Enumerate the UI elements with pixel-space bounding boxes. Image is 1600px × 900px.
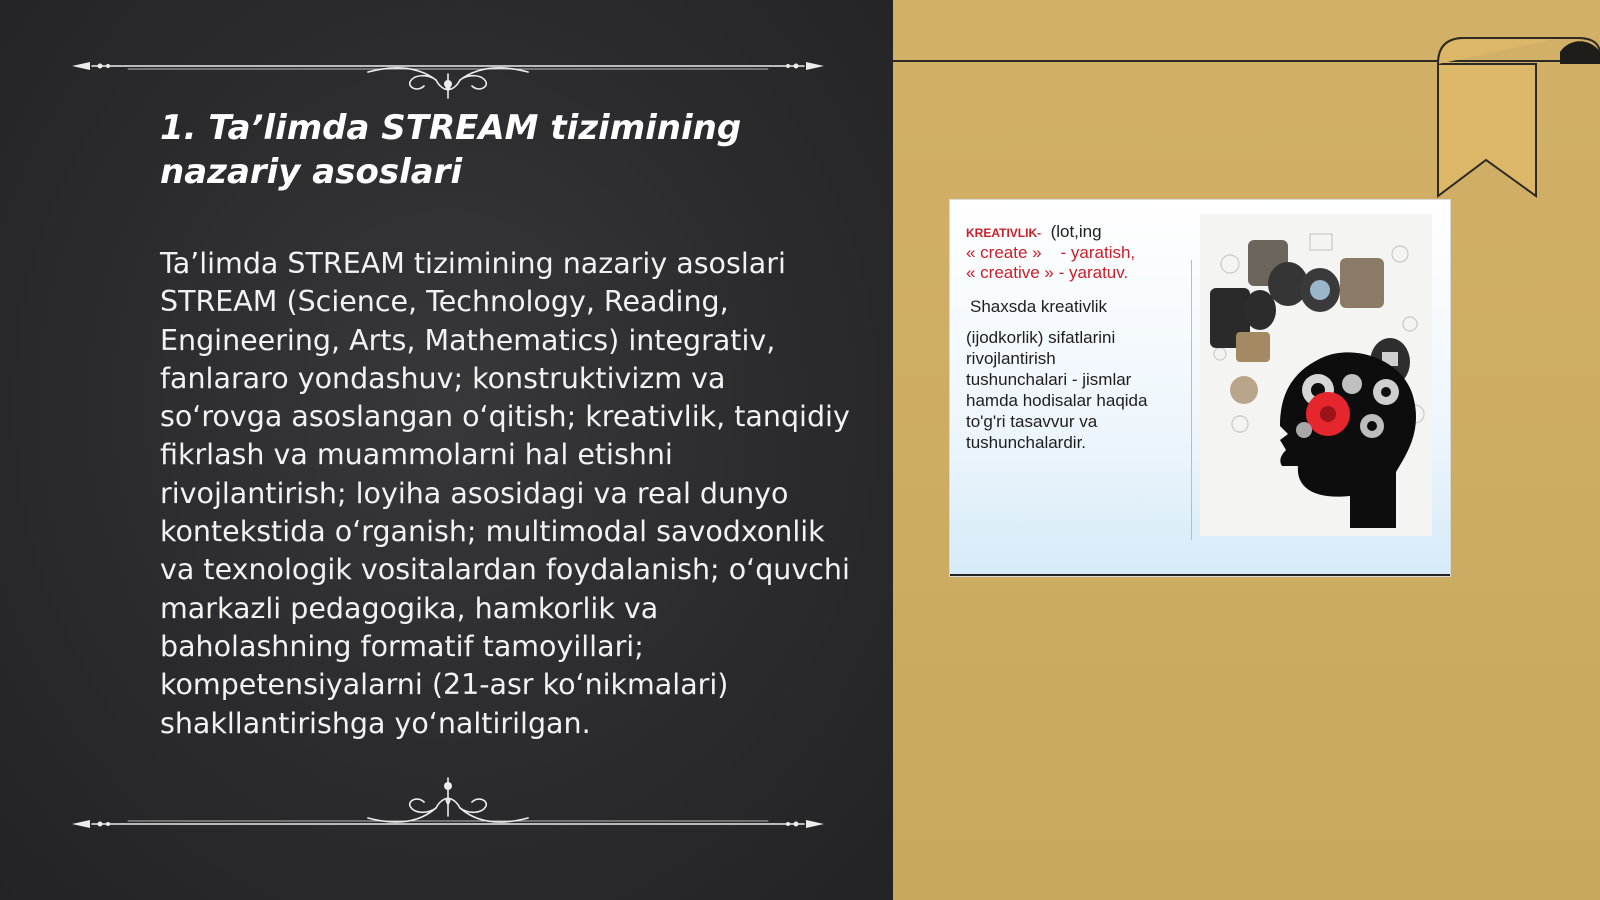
head-gears-icon — [1200, 214, 1432, 536]
picture-caption — [966, 222, 1196, 453]
bookmark-ribbon-icon — [1430, 34, 1600, 204]
picture-origin: (lot,ing — [1050, 222, 1102, 241]
slide-body-text: Ta’limda STREAM tizimining nazariy asoslari STREAM (Science, Technology, Reading, Engineering, Arts, Mathematics) integrativ, fanlararo yondashuv; konstruktivizm va so‘rovga asoslangan o‘qitish; kreativlik, tanqidiy fikrlash va muammolarni hal etishni rivojlantirish; loyiha asosidagi va real dunyo kontekstida o‘rganish; multimodal savodxonlik va texnologik vositalardan foydalanish; o‘quvchi markazli pedagogika, hamkorlik va baholashning formatif tamoyillari; kompetensiyalarni (21-asr ko‘nikmalari) shakllantirishga yo‘naltirilgan. — [160, 247, 850, 740]
picture-line-2 — [966, 243, 1196, 263]
picture-keyword: KREATIVLIK- — [966, 226, 1042, 240]
picture-line-1 — [966, 222, 1196, 243]
slide-title: 1. Ta’limda STREAM tizimining nazariy asoslari — [160, 108, 742, 192]
picture-subtitle: Shaxsda kreativlik — [970, 297, 1108, 316]
ornamental-divider-top-icon — [68, 40, 828, 100]
picture-divider — [1191, 260, 1192, 540]
kreativlik-picture — [950, 200, 1450, 576]
picture-description: (ijodkorlik) sifatlarini rivojlantirish tushunchalari - jismlar hamda hodisalar haqida to'g'ri tasavvur va tushunchalardir. — [966, 328, 1148, 452]
picture-term-creative: « creative » — [966, 263, 1054, 282]
picture-line-3 — [966, 263, 1196, 283]
picture-term-create: « create » — [966, 243, 1042, 262]
picture-meaning-create: - yaratish, — [1060, 243, 1136, 262]
ornamental-divider-bottom-icon — [68, 772, 828, 832]
picture-meaning-creative: - yaratuv. — [1058, 263, 1129, 282]
